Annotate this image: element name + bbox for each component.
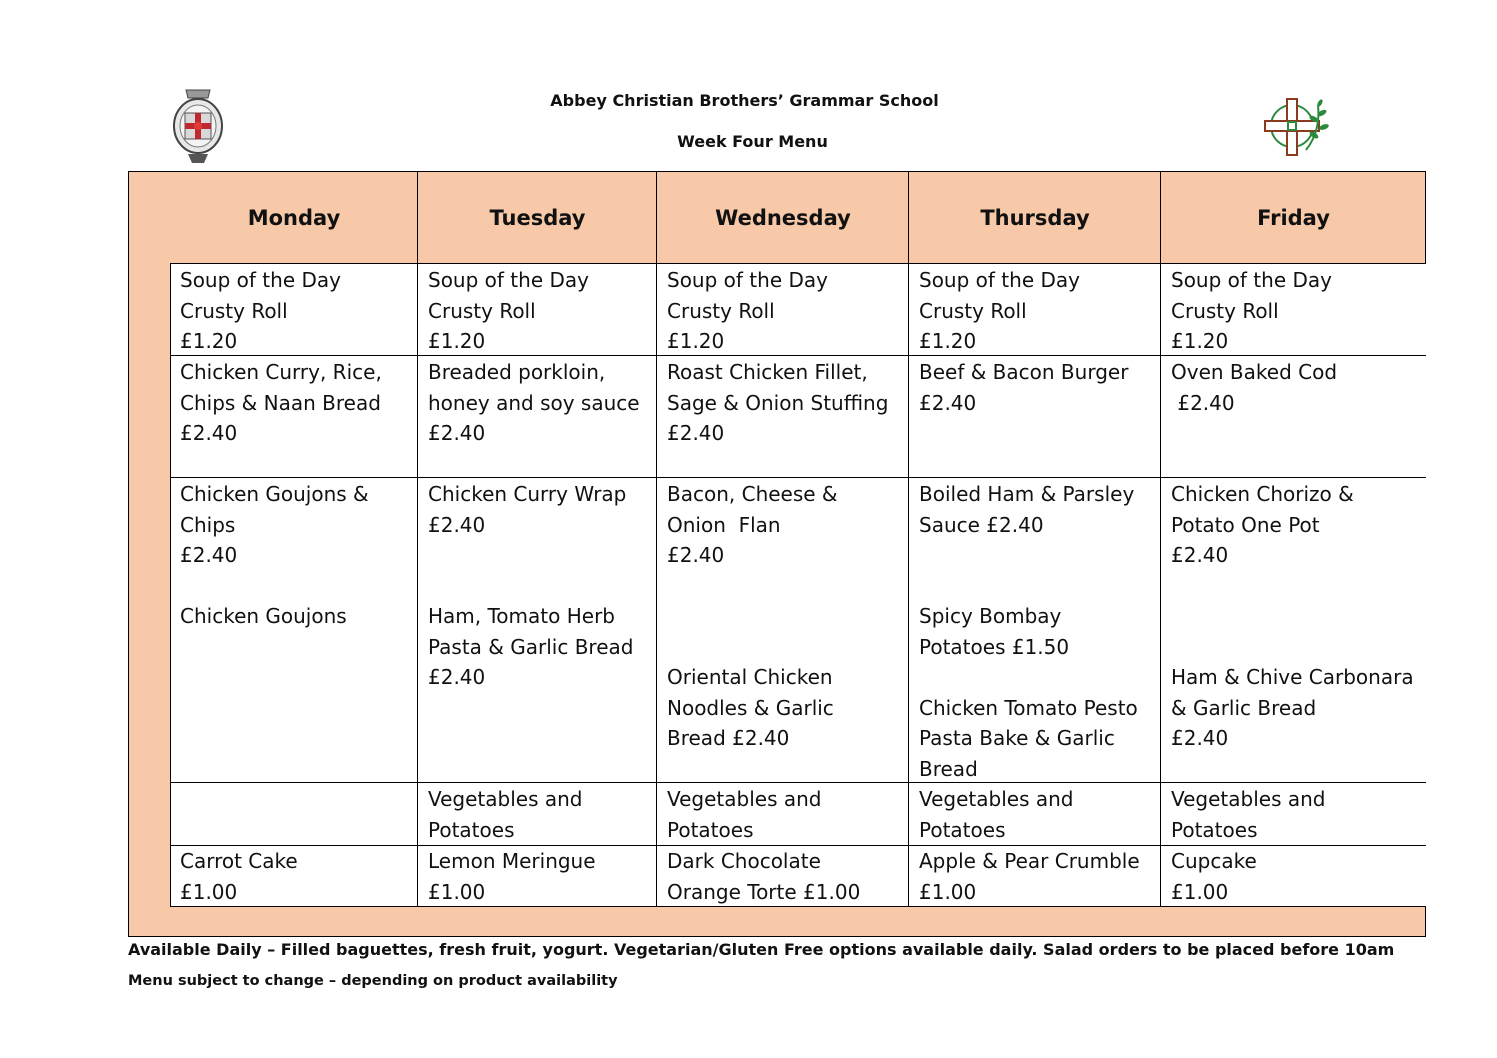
menu-cell: Bacon, Cheese & Onion Flan £2.40 Oriental Chicken Noodles & Garlic Bread £2.40 — [667, 482, 838, 750]
menu-cell: Vegetables and Potatoes — [1171, 787, 1326, 842]
menu-cell: Vegetables and Potatoes — [428, 787, 583, 842]
menu-title: Week Four Menu — [677, 132, 828, 151]
header-thursday: Thursday — [980, 205, 1090, 230]
grid-line — [170, 782, 1426, 783]
menu-cell: Chicken Goujons & Chips £2.40 Chicken Goujons — [180, 482, 369, 628]
grid-line — [170, 477, 1426, 478]
footer-menu-note: Menu subject to change – depending on product availability — [128, 973, 618, 989]
header-wednesday: Wednesday — [715, 205, 851, 230]
grid-line — [417, 172, 418, 907]
school-crest-icon — [172, 86, 224, 166]
header-friday: Friday — [1257, 205, 1330, 230]
menu-cell: Breaded porkloin, honey and soy sauce £2.40 — [428, 360, 640, 445]
menu-cell: Soup of the Day Crusty Roll £1.20 — [1171, 268, 1332, 353]
school-name: Abbey Christian Brothers’ Grammar School — [550, 91, 939, 110]
menu-cell: Boiled Ham & Parsley Sauce £2.40 Spicy Bombay Potatoes £1.50 Chicken Tomato Pesto Pasta Bake & Garlic Bread — [919, 482, 1138, 781]
menu-cell: Oven Baked Cod £2.40 — [1171, 360, 1338, 415]
grid-line — [170, 263, 171, 907]
menu-cell: Cupcake £1.00 — [1171, 849, 1257, 904]
menu-cell: Vegetables and Potatoes — [667, 787, 822, 842]
grid-line — [656, 172, 657, 907]
menu-cell: Chicken Curry, Rice, Chips & Naan Bread £2.40 — [180, 360, 382, 445]
menu-cell: Vegetables and Potatoes — [919, 787, 1074, 842]
menu-cell: Beef & Bacon Burger £2.40 — [919, 360, 1129, 415]
menu-cell: Soup of the Day Crusty Roll £1.20 — [667, 268, 828, 353]
grid-line — [908, 172, 909, 907]
menu-cell: Apple & Pear Crumble £1.00 — [919, 849, 1140, 904]
menu-cell: Dark Chocolate Orange Torte £1.00 — [667, 849, 861, 904]
header-tuesday: Tuesday — [489, 205, 586, 230]
menu-cell: Soup of the Day Crusty Roll £1.20 — [180, 268, 341, 353]
footer-available-daily: Available Daily – Filled baguettes, fresh fruit, yogurt. Vegetarian/Gluten Free options available daily. Salad orders to be placed before 10am — [128, 940, 1395, 959]
menu-cell: Roast Chicken Fillet, Sage & Onion Stuffing £2.40 — [667, 360, 889, 445]
grid-line — [1160, 172, 1161, 907]
menu-cell: Carrot Cake £1.00 — [180, 849, 298, 904]
menu-cell: Soup of the Day Crusty Roll £1.20 — [919, 268, 1080, 353]
menu-cell: Chicken Chorizo & Potato One Pot £2.40 Ham & Chive Carbonara & Garlic Bread £2.40 — [1171, 482, 1414, 750]
menu-cell: Chicken Curry Wrap £2.40 Ham, Tomato Herb Pasta & Garlic Bread £2.40 — [428, 482, 634, 689]
grid-line — [170, 263, 1426, 264]
menu-cell: Soup of the Day Crusty Roll £1.20 — [428, 268, 589, 353]
cross-olive-branch-icon — [1262, 95, 1334, 161]
menu-cell: Lemon Meringue £1.00 — [428, 849, 596, 904]
header-monday: Monday — [247, 205, 341, 230]
